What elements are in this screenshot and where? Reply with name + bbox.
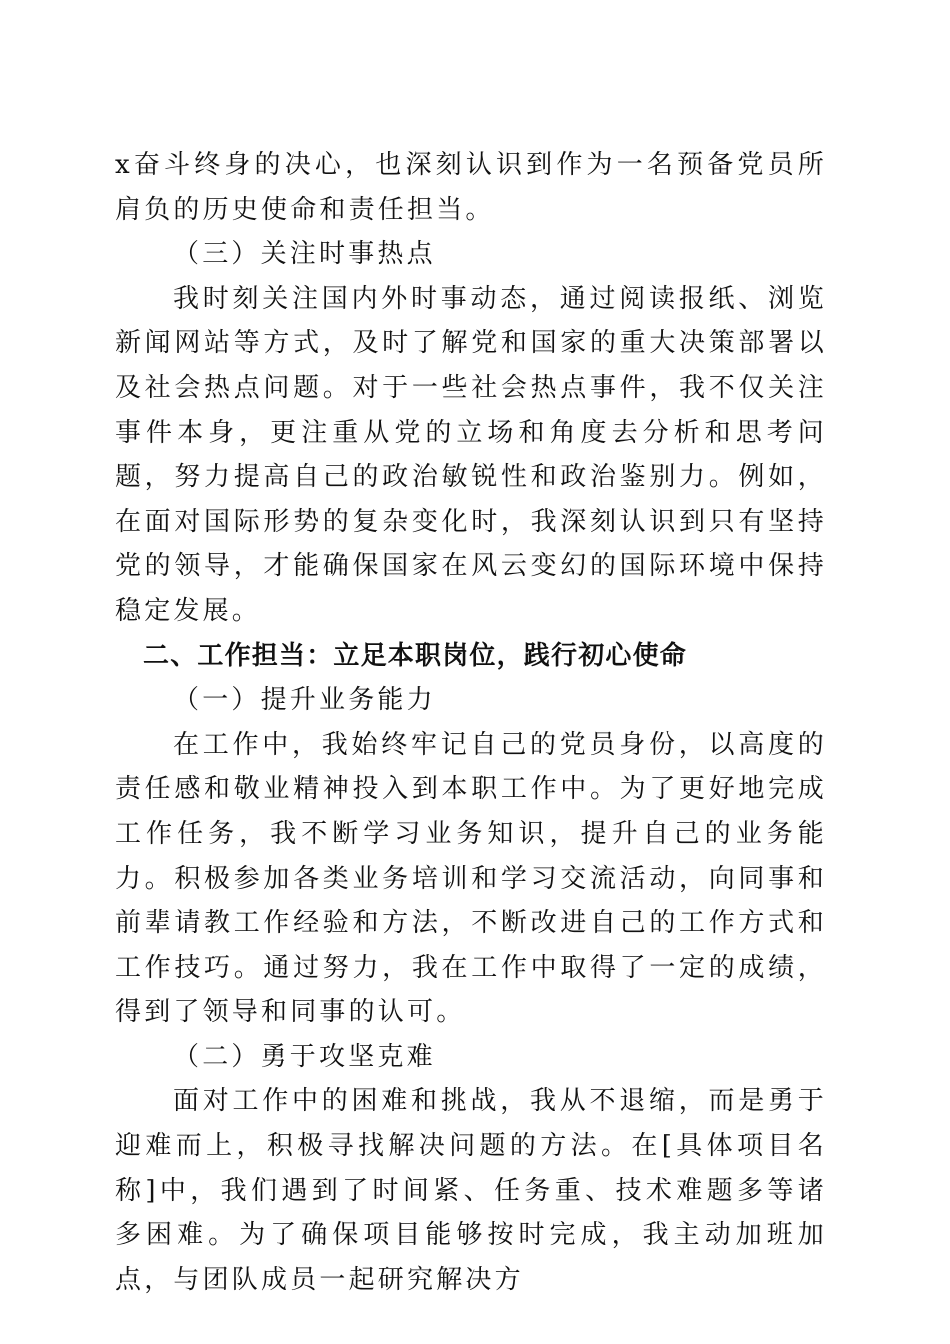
- paragraph-overcome-difficulties: 面对工作中的困难和挑战，我从不退缩，而是勇于迎难而上，积极寻找解决问题的方法。在[具体项目名称]中，我们遇到了时间紧、任务重、技术难题多等诸多困难。为了确保项目能够按时完成，我主动加班加点，与团队成员一起研究解决方: [115, 1086, 827, 1295]
- paragraph-current-affairs: 我时刻关注国内外时事动态，通过阅读报纸、浏览新闻网站等方式，及时了解党和国家的重大决策部署以及社会热点问题。对于一些社会热点事件，我不仅关注事件本身，更注重从党的立场和角度去分析和思考问题，努力提高自己的政治敏锐性和政治鉴别力。例如，在面对国际形势的复杂变化时，我深刻认识到只有坚持党的领导，才能确保国家在风云变幻的国际环境中保持稳定发展。: [115, 283, 827, 626]
- subheading-improve-ability: （一）提升业务能力: [173, 685, 436, 716]
- paragraph-continuation: x奋斗终身的决心，也深刻认识到作为一名预备党员所肩负的历史使命和责任担当。: [115, 150, 827, 225]
- subheading-overcome-difficulties: （二）勇于攻坚克难: [173, 1041, 436, 1072]
- heading-work-responsibility: 二、工作担当：立足本职岗位，践行初心使命: [143, 640, 688, 671]
- paragraph-improve-ability: 在工作中，我始终牢记自己的党员身份，以高度的责任感和敬业精神投入到本职工作中。为了更好地完成工作任务，我不断学习业务知识，提升自己的业务能力。积极参加各类业务培训和学习交流活动，向同事和前辈请教工作经验和方法，不断改进自己的工作方式和工作技巧。通过努力，我在工作中取得了一定的成绩，得到了领导和同事的认可。: [115, 729, 827, 1028]
- document-body: [115, 143, 827, 1302]
- subheading-current-affairs: （三）关注时事热点: [173, 239, 436, 270]
